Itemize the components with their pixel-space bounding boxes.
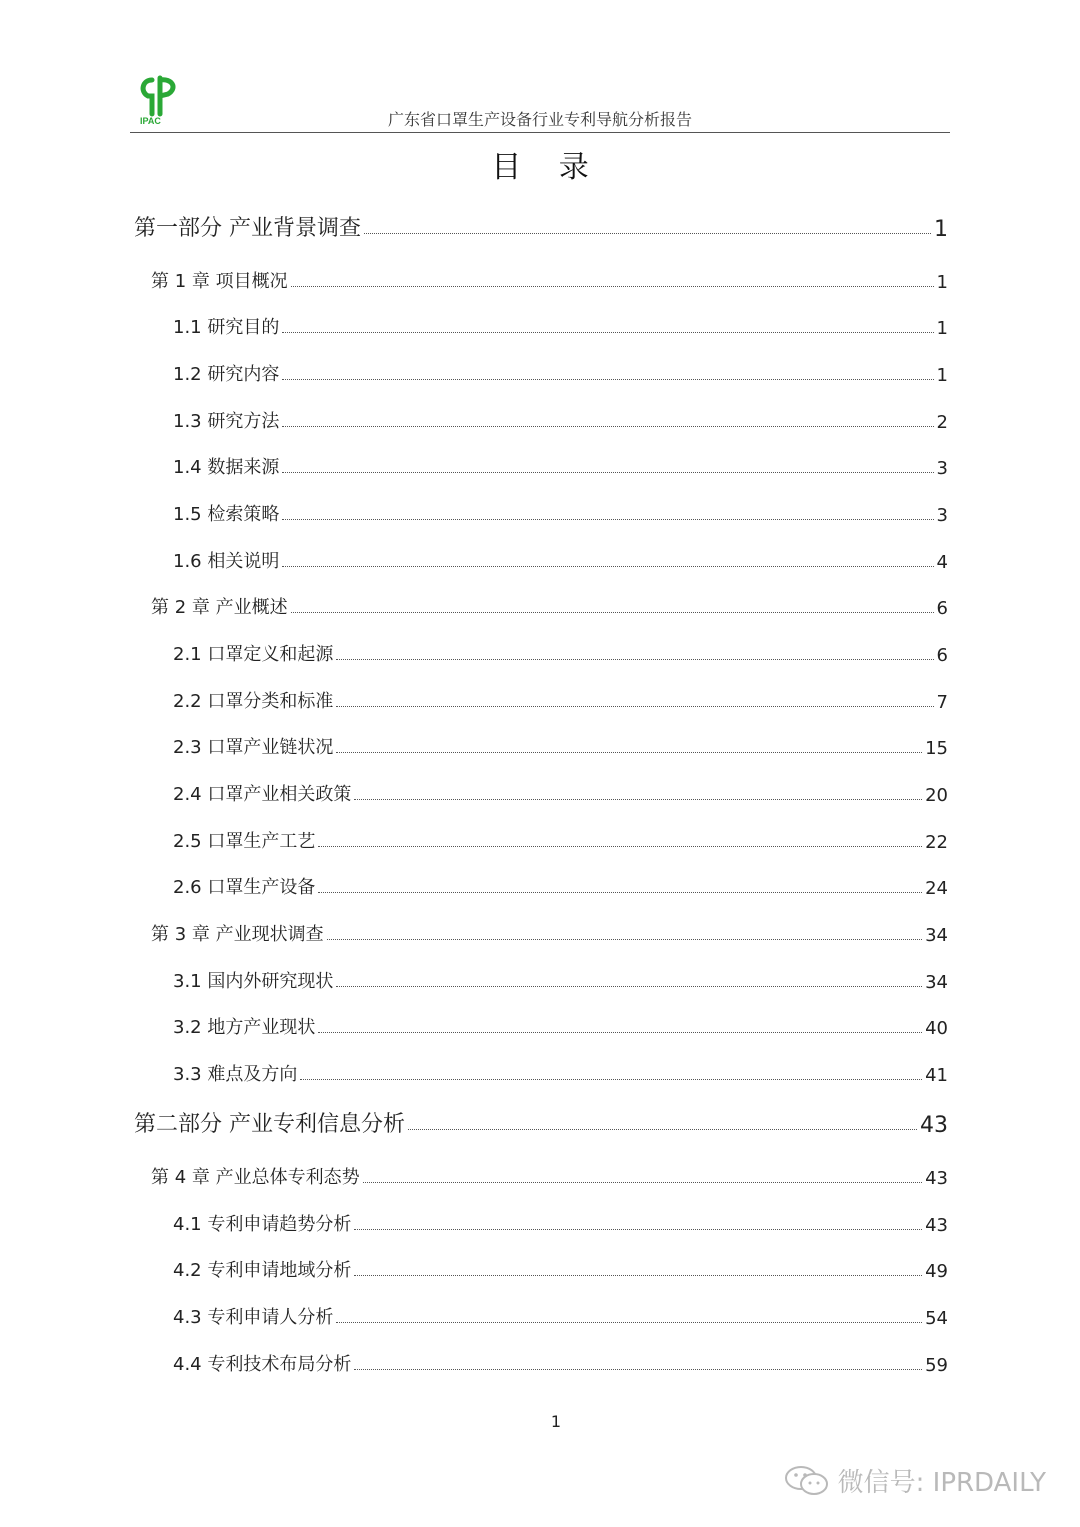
toc-entry-page: 34 [925, 925, 948, 946]
toc-section-entry[interactable] [173, 1256, 948, 1282]
toc-entry-label: 2.2 口罩分类和标准 [173, 691, 334, 712]
toc-dot-leader [354, 1368, 922, 1370]
report-header-title: 广东省口罩生产设备行业专利导航分析报告 [387, 110, 692, 129]
toc-section-entry[interactable] [173, 733, 948, 759]
toc-entry-page: 34 [925, 972, 948, 993]
toc-dot-leader [336, 751, 922, 753]
toc-chapter-entry[interactable] [151, 920, 948, 946]
toc-entry-label: 2.3 口罩产业链状况 [173, 737, 334, 758]
toc-section-entry[interactable] [173, 500, 948, 526]
toc-dot-leader [318, 1031, 922, 1033]
toc-section-entry[interactable] [173, 1303, 948, 1329]
toc-entry-label: 第 1 章 项目概况 [151, 271, 288, 292]
header-divider [130, 132, 950, 133]
toc-entry-label: 2.4 口罩产业相关政策 [173, 784, 352, 805]
toc-chapter-entry[interactable] [151, 593, 948, 619]
toc-entry-page: 1 [936, 365, 948, 386]
toc-entry-page: 4 [936, 552, 948, 573]
toc-entry-label: 1.4 数据来源 [173, 457, 280, 478]
toc-dot-leader [282, 518, 933, 520]
toc-section-entry[interactable] [173, 407, 948, 433]
toc-chapter-entry[interactable] [151, 267, 948, 293]
toc-entry-label: 第二部分 产业专利信息分析 [134, 1112, 405, 1137]
toc-entry-page: 24 [925, 878, 948, 899]
toc-dot-leader [354, 1274, 922, 1276]
toc-dot-leader [336, 985, 922, 987]
toc-entry-page: 2 [936, 412, 948, 433]
toc-entry-label: 1.1 研究目的 [173, 317, 280, 338]
toc-dot-leader [282, 425, 933, 427]
toc-section-entry[interactable] [173, 780, 948, 806]
toc-dot-leader [408, 1128, 917, 1130]
toc-chapter-entry[interactable] [151, 1163, 948, 1189]
toc-dot-leader [354, 798, 922, 800]
toc-entry-page: 6 [936, 645, 948, 666]
toc-entry-page: 6 [936, 598, 948, 619]
toc-dot-leader [282, 331, 933, 333]
toc-entry-page: 1 [934, 217, 948, 242]
toc-dot-leader [282, 565, 933, 567]
toc-dot-leader [336, 658, 933, 660]
toc-entry-page: 43 [925, 1215, 948, 1236]
toc-entry-page: 43 [925, 1168, 948, 1189]
toc-dot-leader [282, 471, 933, 473]
toc-dot-leader [291, 285, 934, 287]
toc-entry-page: 41 [925, 1065, 948, 1086]
toc-section-entry[interactable] [173, 1210, 948, 1236]
toc-entry-page: 22 [925, 832, 948, 853]
page-number: 1 [550, 1412, 562, 1431]
toc-section-entry[interactable] [173, 1060, 948, 1086]
wechat-watermark [784, 1462, 1046, 1499]
toc-section-entry[interactable] [173, 873, 948, 899]
toc-entry-page: 20 [925, 785, 948, 806]
toc-section-entry[interactable] [173, 547, 948, 573]
toc-entry-page: 43 [920, 1113, 948, 1138]
toc-entry-label: 1.2 研究内容 [173, 364, 280, 385]
toc-entry-label: 3.3 难点及方向 [173, 1064, 298, 1085]
toc-dot-leader [291, 611, 934, 613]
toc-section-entry[interactable] [173, 640, 948, 666]
toc-entry-label: 1.6 相关说明 [173, 551, 280, 572]
toc-dot-leader [364, 232, 931, 234]
toc-entry-label: 4.1 专利申请趋势分析 [173, 1214, 352, 1235]
toc-entry-page: 1 [936, 272, 948, 293]
toc-section-entry[interactable] [173, 313, 948, 339]
toc-part-entry[interactable] [134, 1108, 948, 1138]
toc-dot-leader [327, 938, 922, 940]
toc-entry-page: 40 [925, 1018, 948, 1039]
toc-entry-page: 3 [936, 505, 948, 526]
toc-entry-page: 59 [925, 1355, 948, 1376]
toc-entry-label: 第 3 章 产业现状调查 [151, 924, 324, 945]
toc-section-entry[interactable] [173, 453, 948, 479]
toc-entry-page: 3 [936, 458, 948, 479]
toc-part-entry[interactable] [134, 212, 948, 242]
toc-entry-label: 3.2 地方产业现状 [173, 1017, 316, 1038]
toc-dot-leader [336, 1321, 922, 1323]
toc-entry-page: 7 [936, 692, 948, 713]
toc-entry-page: 54 [925, 1308, 948, 1329]
toc-dot-leader [363, 1181, 922, 1183]
toc-entry-label: 4.2 专利申请地域分析 [173, 1260, 352, 1281]
toc-dot-leader [300, 1078, 922, 1080]
toc-section-entry[interactable] [173, 827, 948, 853]
toc-dot-leader [318, 891, 922, 893]
watermark-text: 微信号: IPRDAILY [837, 1468, 1046, 1498]
toc-dot-leader [318, 845, 922, 847]
toc-entry-label: 第 4 章 产业总体专利态势 [151, 1167, 360, 1188]
toc-section-entry[interactable] [173, 1350, 948, 1376]
toc-entry-page: 15 [925, 738, 948, 759]
toc-dot-leader [354, 1228, 922, 1230]
toc-dot-leader [336, 705, 933, 707]
toc-section-entry[interactable] [173, 360, 948, 386]
toc-entry-label: 第 2 章 产业概述 [151, 597, 288, 618]
logo-text: IPAC [140, 116, 161, 126]
toc-entry-label: 1.5 检索策略 [173, 504, 280, 525]
toc-entry-label: 4.4 专利技术布局分析 [173, 1354, 352, 1375]
toc-entry-page: 49 [925, 1261, 948, 1282]
toc-entry-label: 4.3 专利申请人分析 [173, 1307, 334, 1328]
toc-dot-leader [282, 378, 933, 380]
toc-section-entry[interactable] [173, 687, 948, 713]
toc-entry-label: 第一部分 产业背景调查 [134, 216, 361, 241]
toc-title: 目 录 [491, 150, 603, 185]
toc-section-entry[interactable] [173, 967, 948, 993]
toc-entry-label: 1.3 研究方法 [173, 411, 280, 432]
toc-entry-label: 2.1 口罩定义和起源 [173, 644, 334, 665]
toc-entry-page: 1 [936, 318, 948, 339]
toc-entry-label: 2.6 口罩生产设备 [173, 877, 316, 898]
toc-entry-label: 3.1 国内外研究现状 [173, 971, 334, 992]
wechat-icon [784, 1464, 830, 1498]
toc-section-entry[interactable] [173, 1013, 948, 1039]
toc-entry-label: 2.5 口罩生产工艺 [173, 831, 316, 852]
